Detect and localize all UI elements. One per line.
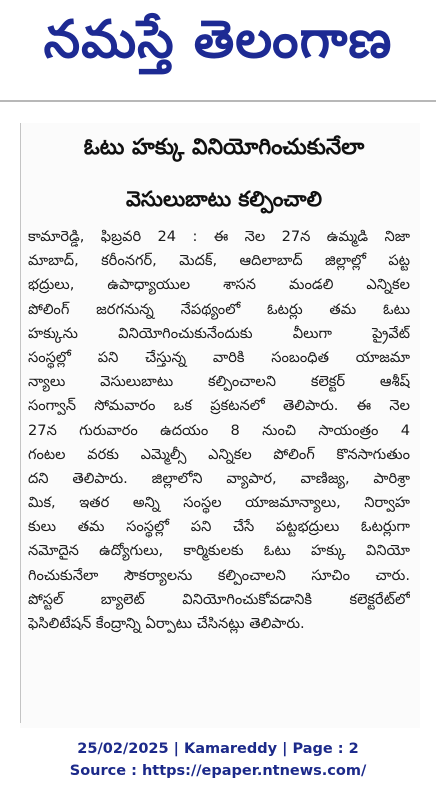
headline-line-1: ఓటు హక్కు వినియోగించుకునేలా — [83, 135, 365, 160]
article-line: న్యాలు వెసులుబాటు కల్పించాలని కలెక్టర్ ఆశీష్ — [28, 373, 410, 391]
clipping-date-caption: 25/02/2025 | Kamareddy | Page : 2 — [77, 741, 359, 757]
article-line: మాబాద్, కరీంనగర్, మెదక్, ఆదిలాబాద్ జిల్లాల్లో పట్ట — [28, 252, 410, 270]
article-line: దని తెలిపారు. జిల్లాలోని వ్యాపార, వాణిజ్య, పారిశ్రా — [28, 469, 410, 487]
article-line: భద్రులు, ఉపాధ్యాయుల శాసన మండలి ఎన్నికల — [28, 276, 410, 294]
masthead-divider — [0, 100, 436, 102]
article-line: 27న గురువారం ఉదయం 8 నుంచి సాయంత్రం 4 — [28, 421, 410, 439]
article-line: పోస్టల్ బ్యాలెట్ వినియోగించుకోవడానికి కలెక్టరేట్‌లో — [28, 590, 410, 608]
article-line: గించుకునేలా సౌకర్యాలను కల్పించాలని సూచిం చారు. — [28, 566, 410, 584]
article-line: మిక, ఇతర అన్ని సంస్థల యాజమాన్యాలు, నిర్వాహ — [28, 494, 410, 512]
article-line: గంటల వరకు ఎమ్మెల్సీ ఎన్నికల పోలింగ్ కొనసాగుతుం — [28, 445, 410, 463]
article-line: సంస్థల్లో పని చేస్తున్న వారికి సంబంధిత యాజమా — [28, 348, 410, 366]
article-line: సంగ్వాన్ సోమవారం ఒక ప్రకటనలో తెలిపారు. ఈ నెల — [28, 397, 410, 415]
article-line: కామారెడ్డి, ఫిబ్రవరి 24 : ఈ నెల 27న ఉమ్మడి నిజా — [28, 228, 410, 245]
masthead — [0, 0, 436, 100]
newspaper-logo: నమస్తే తెలంగాణ — [43, 9, 393, 70]
clipping-source-caption: Source : https://epaper.ntnews.com/ — [69, 763, 367, 779]
article-body — [28, 225, 410, 636]
headline-line-2: వెసులుబాటు కల్పించాలి — [126, 187, 322, 211]
article-line: పోలింగ్ జరగనున్న నేపథ్యంలో ఓటర్లు తమ ఓటు — [28, 300, 410, 318]
clipping-left-border — [20, 123, 21, 723]
article-line: కులు తమ సంస్థల్లో పని చేసే పట్టభద్రులు ఓటర్లుగా — [28, 518, 410, 536]
article-line: ఫెసిలిటేషన్ కేంద్రాన్ని ఏర్పాటు చేసినట్లు తెలిపారు. — [28, 615, 305, 632]
article-line: నమోదైన ఉద్యోగులు, కార్మికులకు ఓటు హక్కు వినియో — [28, 542, 410, 560]
article-line: హక్కును వినియోగించుకునేందుకు వీలుగా ప్రైవేట్ — [28, 324, 410, 342]
